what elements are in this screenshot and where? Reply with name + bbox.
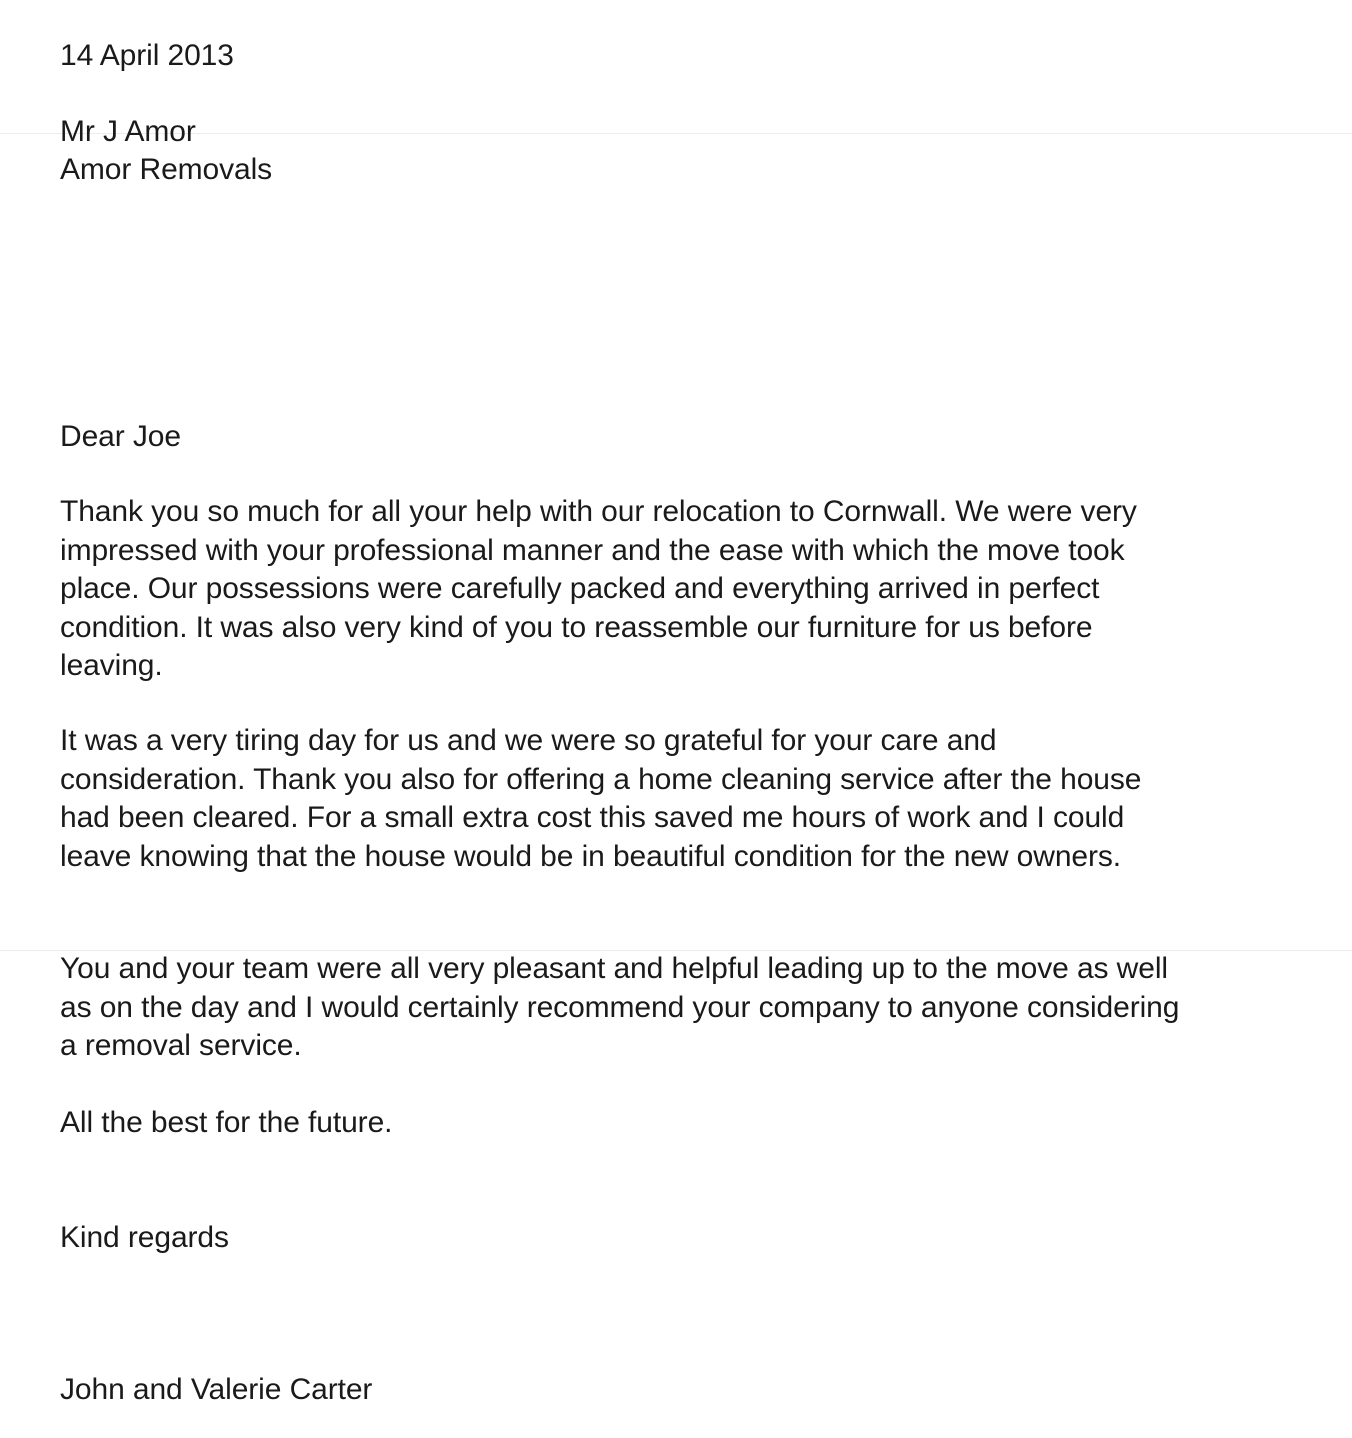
paragraph-line: leaving. — [60, 649, 163, 682]
scan-fold-line — [0, 133, 1352, 134]
paragraph-line: condition. It was also very kind of you to reassemble our furniture for us before — [60, 610, 1093, 644]
paragraph-line: place. Our possessions were carefully packed and everything arrived in perfect — [60, 572, 1100, 605]
body-paragraph-2 — [60, 722, 1141, 876]
signature: John and Valerie Carter — [60, 1373, 373, 1406]
paragraph-line: It was a very tiring day for us and we were so grateful for your care and — [60, 724, 997, 757]
paragraph-line: consideration. Thank you also for offering a home cleaning service after the house — [60, 762, 1142, 796]
recipient-company: Amor Removals — [60, 153, 273, 186]
closing-wishes: All the best for the future. — [60, 1106, 393, 1139]
paragraph-line: had been cleared. For a small extra cost this saved me hours of work and I could — [60, 801, 1125, 834]
paragraph-line: leave knowing that the house would be in beautiful condition for the new owners. — [60, 839, 1122, 873]
paragraph-line: a removal service. — [60, 1029, 302, 1062]
paragraph-line: impressed with your professional manner and the ease with which the move took — [60, 533, 1125, 567]
paragraph-line: as on the day and I would certainly recommend your company to anyone considering — [60, 990, 1180, 1024]
salutation: Dear Joe — [60, 420, 181, 453]
letter-date: 14 April 2013 — [60, 39, 234, 72]
body-paragraph-3 — [60, 950, 1179, 1066]
paragraph-line: You and your team were all very pleasant and helpful leading up to the move as well — [60, 952, 1168, 985]
recipient-name: Mr J Amor — [60, 115, 196, 148]
paragraph-line: Thank you so much for all your help with our relocation to Cornwall. We were very — [60, 495, 1137, 528]
body-paragraph-1 — [60, 493, 1137, 686]
closing-regards: Kind regards — [60, 1221, 229, 1254]
